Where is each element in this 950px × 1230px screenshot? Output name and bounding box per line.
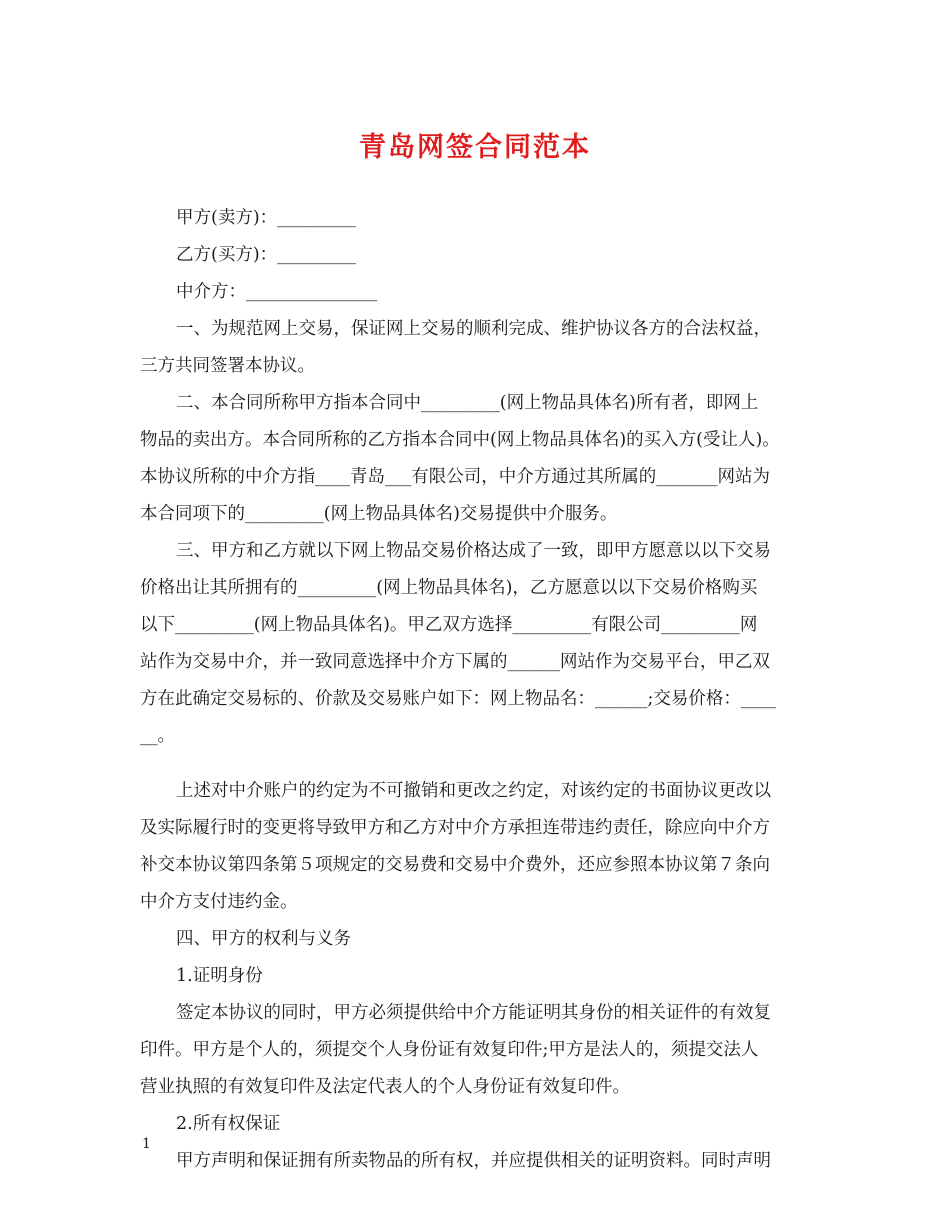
text-line: 营业执照的有效复印件及法定代表人的个人身份证有效复印件。 [140, 1077, 630, 1097]
document-title: 青岛网签合同范本 [359, 132, 591, 163]
text-line: 三方共同签署本协议。 [140, 356, 315, 376]
text-line: 三、甲方和乙方就以下网上物品交易价格达成了一致，即甲方愿意以以下交易 [176, 541, 771, 561]
text-line: 补交本协议第四条第５项规定的交易费和交易中介费外，还应参照本协议第７条向 [140, 855, 770, 875]
text-line: 以下_________(网上物品具体名)。甲乙双方选择_________有限公司_________网 [140, 615, 758, 635]
text-line: 一、为规范网上交易，保证网上交易的顺利完成、维护协议各方的合法权益， [176, 319, 771, 339]
text-line: 物品的卖出方。本合同所称的乙方指本合同中(网上物品具体名)的买入方(受让人)。 [140, 430, 780, 450]
text-line: __。 [140, 726, 175, 746]
text-line: 二、本合同所称甲方指本合同中_________(网上物品具体名)所有者，即网上 [176, 393, 759, 413]
text-line: 签定本协议的同时，甲方必须提供给中介方能证明其身份的相关证件的有效复 [176, 1003, 771, 1023]
text-line: 方在此确定交易标的、价款及交易账户如下：网上物品名：______;交易价格：____ [140, 689, 776, 709]
text-line: 甲方(卖方)：_________ [176, 208, 356, 228]
text-line: 2.所有权保证 [176, 1114, 281, 1134]
text-line: 中介方：_______________ [176, 282, 378, 302]
text-line: 及实际履行时的变更将导致甲方和乙方对中介方承担连带违约责任，除应向中介方 [140, 818, 770, 838]
paragraph-spacer [140, 755, 815, 773]
text-line: 上述对中介账户的约定为不可撤销和更改之约定，对该约定的书面协议更改以 [176, 781, 771, 801]
document-body [140, 200, 815, 1180]
text-line: 1.证明身份 [176, 966, 263, 986]
text-line: 站作为交易中介，并一致同意选择中介方下属的______网站作为交易平台，甲乙双 [140, 652, 770, 672]
page-number: 1 [142, 1136, 151, 1152]
text-line: 中介方支付违约金。 [140, 892, 298, 912]
text-line: 本协议所称的中介方指____青岛___有限公司，中介方通过其所属的_______网站为 [140, 467, 770, 487]
text-line: 印件。甲方是个人的，须提交个人身份证有效复印件;甲方是法人的，须提交法人 [140, 1040, 759, 1060]
text-line: 乙方(买方)：_________ [176, 245, 356, 265]
text-line: 四、甲方的权利与义务 [176, 929, 351, 949]
text-line: 价格出让其所拥有的_________(网上物品具体名)，乙方愿意以以下交易价格购买 [140, 578, 758, 598]
text-line: 甲方声明和保证拥有所卖物品的所有权，并应提供相关的证明资料。同时声明 [176, 1151, 771, 1171]
text-line: 本合同项下的_________(网上物品具体名)交易提供中介服务。 [140, 504, 618, 524]
